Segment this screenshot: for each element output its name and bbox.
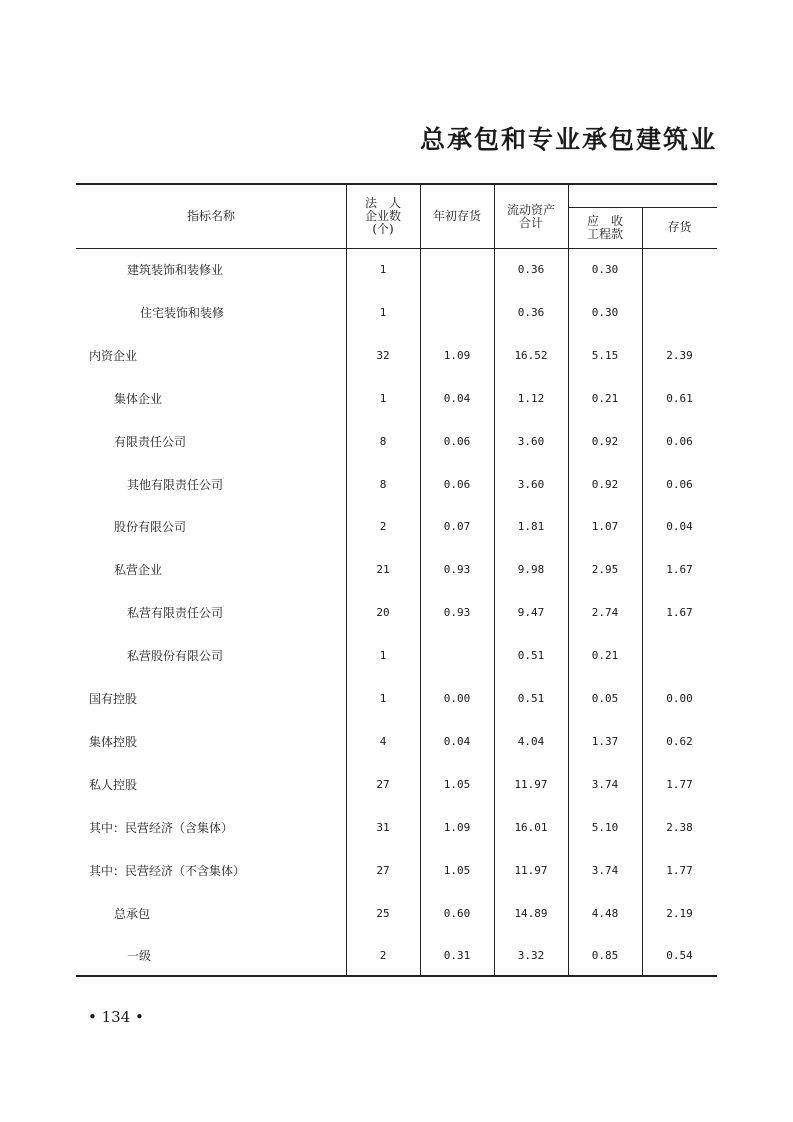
- cell-inventory: 0.06: [666, 478, 693, 491]
- cell-current-assets: 9.98: [517, 563, 545, 576]
- cell-opening-inventory: 0.60: [443, 907, 471, 920]
- row-name: 集体企业: [114, 392, 163, 406]
- cell-receivable: 0.30: [591, 263, 619, 276]
- cell-inventory: 1.67: [666, 606, 693, 619]
- row-name: 私营股份有限公司: [127, 649, 224, 663]
- cell-opening-inventory: 0.07: [443, 520, 471, 533]
- cell-opening-inventory: 0.06: [443, 435, 471, 448]
- header-enterprises-line3: (个): [372, 222, 394, 236]
- header-indicator-name-label: 指标名称: [186, 209, 235, 223]
- row-name: 私营企业: [114, 563, 163, 577]
- cell-current-assets: 9.47: [517, 606, 545, 619]
- cell-opening-inventory: 0.04: [443, 392, 471, 405]
- table-bottom-rule: [76, 975, 717, 977]
- cell-enterprises: 1: [379, 392, 387, 405]
- cell-current-assets: 3.60: [517, 435, 545, 448]
- header-opening-inventory-label: 年初存货: [432, 209, 481, 223]
- cell-inventory: 0.00: [666, 692, 693, 705]
- cell-enterprises: 8: [379, 478, 387, 491]
- cell-enterprises: 1: [379, 306, 387, 319]
- row-name: 住宅装饰和装修: [140, 306, 225, 320]
- cell-receivable: 0.85: [591, 949, 619, 962]
- table-header-rule: [76, 248, 717, 249]
- page-title: 总承包和专业承包建筑业: [419, 125, 717, 154]
- cell-current-assets: 0.36: [517, 263, 545, 276]
- cell-inventory: 2.38: [666, 821, 693, 834]
- cell-receivable: 5.10: [591, 821, 619, 834]
- row-name: 总承包: [114, 907, 151, 921]
- cell-current-assets: 1.81: [517, 520, 545, 533]
- cell-enterprises: 27: [376, 778, 390, 791]
- cell-inventory: 0.61: [666, 392, 693, 405]
- cell-opening-inventory: 1.09: [443, 349, 471, 362]
- cell-current-assets: 16.01: [514, 821, 548, 834]
- cell-enterprises: 1: [379, 692, 387, 705]
- cell-receivable: 0.21: [591, 392, 619, 405]
- cell-enterprises: 27: [376, 864, 390, 877]
- row-name: 私人控股: [89, 778, 138, 792]
- cell-inventory: 0.04: [666, 520, 693, 533]
- cell-receivable: 0.92: [591, 435, 619, 448]
- cell-opening-inventory: 1.05: [443, 864, 471, 877]
- cell-inventory: 0.06: [666, 435, 693, 448]
- header-receivable: [568, 207, 642, 248]
- cell-enterprises: 4: [379, 735, 387, 748]
- cell-current-assets: 0.51: [517, 692, 545, 705]
- row-name: 私营有限责任公司: [127, 606, 224, 620]
- header-enterprises-line1: 法 人: [364, 196, 401, 210]
- cell-current-assets: 14.89: [514, 907, 548, 920]
- row-name: 股份有限公司: [114, 520, 187, 534]
- header-receivable-line1: 应 收: [586, 213, 623, 228]
- cell-receivable: 0.21: [591, 649, 619, 662]
- cell-receivable: 1.07: [591, 520, 619, 533]
- cell-current-assets: 16.52: [514, 349, 548, 362]
- cell-receivable: 3.74: [591, 864, 619, 877]
- cell-inventory: 1.77: [666, 864, 693, 877]
- cell-inventory: 1.77: [666, 778, 693, 791]
- cell-inventory: 2.19: [666, 907, 693, 920]
- cell-inventory: 0.62: [666, 735, 693, 748]
- column-divider: [346, 185, 347, 975]
- header-enterprises-line2: 企业数: [364, 209, 401, 223]
- row-name: 国有控股: [89, 692, 138, 706]
- cell-opening-inventory: 0.06: [443, 478, 471, 491]
- page-number: • 134 •: [88, 1008, 144, 1026]
- cell-opening-inventory: 0.31: [443, 949, 471, 962]
- header-current-assets: [494, 185, 568, 248]
- header-current-assets-line2: 合计: [518, 215, 543, 230]
- cell-receivable: 5.15: [591, 349, 619, 362]
- column-divider: [642, 207, 643, 975]
- cell-inventory: 0.54: [666, 949, 693, 962]
- row-name: 其他有限责任公司: [127, 478, 224, 492]
- cell-current-assets: 1.12: [517, 392, 545, 405]
- cell-opening-inventory: 0.93: [443, 563, 471, 576]
- row-name: 其中：民营经济（含集体）: [89, 821, 234, 835]
- cell-enterprises: 31: [376, 821, 390, 834]
- header-enterprises: [346, 185, 420, 248]
- column-divider: [494, 185, 495, 975]
- cell-enterprises: 1: [379, 649, 387, 662]
- cell-inventory: 2.39: [666, 349, 693, 362]
- cell-current-assets: 11.97: [514, 778, 548, 791]
- cell-enterprises: 21: [376, 563, 390, 576]
- header-inventory: [642, 207, 717, 248]
- row-name: 其中：民营经济（不含集体）: [89, 864, 246, 878]
- cell-current-assets: 11.97: [514, 864, 548, 877]
- cell-opening-inventory: 0.00: [443, 692, 471, 705]
- cell-receivable: 0.05: [591, 692, 619, 705]
- cell-enterprises: 20: [376, 606, 390, 619]
- cell-receivable: 1.37: [591, 735, 619, 748]
- row-name: 建筑装饰和装修业: [127, 263, 224, 277]
- cell-enterprises: 25: [376, 907, 390, 920]
- cell-receivable: 2.74: [591, 606, 619, 619]
- cell-enterprises: 1: [379, 263, 387, 276]
- cell-current-assets: 3.60: [517, 478, 545, 491]
- column-divider: [568, 185, 569, 975]
- cell-receivable: 4.48: [591, 907, 619, 920]
- cell-current-assets: 3.32: [517, 949, 545, 962]
- cell-opening-inventory: 0.93: [443, 606, 471, 619]
- cell-receivable: 3.74: [591, 778, 619, 791]
- cell-current-assets: 0.36: [517, 306, 545, 319]
- cell-receivable: 0.30: [591, 306, 619, 319]
- cell-opening-inventory: 0.04: [443, 735, 471, 748]
- row-name: 一级: [127, 949, 152, 963]
- cell-inventory: 1.67: [666, 563, 693, 576]
- cell-opening-inventory: 1.05: [443, 778, 471, 791]
- header-receivable-line2: 工程款: [586, 226, 623, 241]
- cell-enterprises: 2: [379, 520, 387, 533]
- header-opening-inventory: [420, 185, 494, 248]
- header-current-assets-line1: 流动资产: [506, 202, 555, 217]
- header-inventory-label: 存货: [667, 220, 692, 234]
- row-name: 内资企业: [89, 349, 138, 363]
- cell-enterprises: 32: [376, 349, 390, 362]
- cell-receivable: 2.95: [591, 563, 619, 576]
- cell-current-assets: 0.51: [517, 649, 545, 662]
- column-divider: [420, 185, 421, 975]
- cell-current-assets: 4.04: [517, 735, 545, 748]
- row-name: 有限责任公司: [114, 435, 187, 449]
- row-name: 集体控股: [89, 735, 138, 749]
- cell-enterprises: 2: [379, 949, 387, 962]
- header-indicator-name: [76, 185, 346, 248]
- cell-enterprises: 8: [379, 435, 387, 448]
- cell-receivable: 0.92: [591, 478, 619, 491]
- cell-opening-inventory: 1.09: [443, 821, 471, 834]
